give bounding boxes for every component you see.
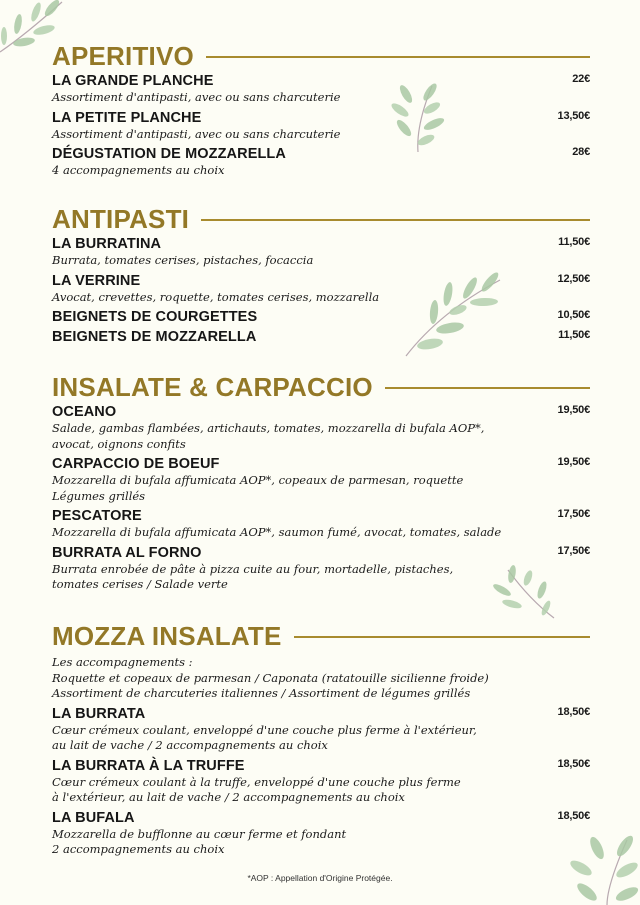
aop-footnote: *AOP : Appellation d'Origine Protégée.	[247, 873, 393, 883]
menu-item	[52, 272, 590, 306]
item-description: Assortiment d'antipasti, avec ou sans charcuterie	[52, 90, 341, 104]
item-name: LA BUFALA	[52, 809, 135, 826]
item-name: LA VERRINE	[52, 272, 141, 289]
item-price: 12,50€	[557, 272, 590, 285]
section-mozza-insalate	[52, 620, 590, 858]
item-description: à l'extérieur, au lait de vache / 2 accompagnements au choix	[52, 790, 405, 804]
menu-item	[52, 145, 590, 179]
section-header	[52, 371, 590, 403]
item-name: LA GRANDE PLANCHE	[52, 73, 214, 89]
section-antipasti	[52, 203, 590, 346]
divider-rule	[294, 636, 590, 638]
section-header	[52, 203, 590, 235]
menu-item	[52, 757, 590, 806]
item-name: BEIGNETS DE MOZZARELLA	[52, 329, 257, 345]
item-price: 18,50€	[557, 757, 590, 770]
item-description: Salade, gambas flambées, artichauts, tomates, mozzarella di bufala AOP*,	[52, 421, 485, 435]
item-description: avocat, oignons confits	[52, 436, 186, 451]
item-name: OCEANO	[52, 404, 117, 420]
item-description: Burrata enrobée de pâte à pizza cuite au four, mortadelle, pistaches,	[52, 561, 454, 576]
section-title: APERITIVO	[52, 41, 194, 71]
item-description: Mozzarella di bufala affumicata AOP*, copeaux de parmesan, roquette	[52, 473, 464, 487]
divider-rule	[385, 387, 590, 389]
section-aperitivo	[52, 40, 590, 179]
item-description: Cœur crémeux coulant, enveloppé d'une couche plus ferme à l'extérieur,	[52, 722, 477, 737]
item-price: 11,50€	[558, 329, 590, 341]
menu-item	[52, 705, 590, 754]
menu-item	[52, 328, 590, 346]
menu-item	[52, 809, 590, 858]
divider-rule	[206, 56, 590, 58]
item-price: 13,50€	[557, 109, 590, 122]
section-title: INSALATE & CARPACCIO	[52, 372, 373, 402]
item-description: 4 accompagnements au choix	[52, 163, 225, 177]
item-description: Cœur crémeux coulant à la truffe, enveloppé d'une couche plus ferme	[52, 774, 461, 789]
item-name: LA PETITE PLANCHE	[52, 109, 202, 126]
item-description: Avocat, crevettes, roquette, tomates cerises, mozzarella	[52, 289, 380, 304]
section-insalate-carpaccio	[52, 371, 590, 593]
section-title: ANTIPASTI	[52, 204, 190, 234]
item-description: au lait de vache / 2 accompagnements au choix	[52, 738, 328, 752]
intro-line: Assortiment de charcuteries italiennes / Assortiment de légumes grillés	[52, 686, 471, 700]
menu-item	[52, 72, 590, 106]
menu-item	[52, 308, 590, 326]
item-description: tomates cerises / Salade verte	[52, 577, 228, 591]
item-price: 19,50€	[557, 404, 590, 416]
divider-rule	[201, 219, 590, 221]
item-name: LA BURRATINA	[52, 236, 162, 252]
menu-item	[52, 544, 590, 593]
section-header	[52, 620, 590, 652]
item-price: 11,50€	[558, 236, 590, 248]
item-name: LA BURRATA	[52, 705, 146, 722]
item-name: BEIGNETS DE COURGETTES	[52, 309, 258, 325]
menu-item	[52, 403, 590, 452]
item-name: DÉGUSTATION DE MOZZARELLA	[52, 146, 286, 162]
menu-item	[52, 455, 590, 504]
item-price: 17,50€	[557, 508, 590, 520]
accompaniments-intro	[52, 655, 590, 702]
intro-line: Roquette et copeaux de parmesan / Caponata (ratatouille sicilienne froide)	[52, 670, 489, 685]
item-description: Mozzarella di bufala affumicata AOP*, saumon fumé, avocat, tomates, salade	[52, 525, 502, 539]
item-name: LA BURRATA À LA TRUFFE	[52, 757, 245, 774]
item-description: Mozzarella de bufflonne au cœur ferme et fondant	[52, 826, 347, 841]
item-description: Assortiment d'antipasti, avec ou sans charcuterie	[52, 126, 341, 141]
item-price: 28€	[572, 146, 590, 158]
menu-item	[52, 507, 590, 541]
item-price: 19,50€	[557, 456, 590, 468]
item-description: Burrata, tomates cerises, pistaches, focaccia	[52, 253, 314, 267]
menu-item	[52, 235, 590, 269]
item-price: 17,50€	[557, 544, 590, 557]
item-name: CARPACCIO DE BOEUF	[52, 456, 220, 472]
item-description: 2 accompagnements au choix	[52, 842, 225, 856]
intro-line: Les accompagnements :	[52, 655, 193, 669]
menu-item	[52, 109, 590, 143]
item-price: 10,50€	[557, 309, 590, 321]
item-price: 18,50€	[557, 809, 590, 822]
item-price: 22€	[572, 73, 590, 85]
item-description: Légumes grillés	[52, 488, 146, 503]
item-price: 18,50€	[557, 705, 590, 718]
section-header	[52, 40, 590, 72]
section-title: MOZZA INSALATE	[52, 621, 282, 651]
item-name: PESCATORE	[52, 508, 142, 524]
item-name: BURRATA AL FORNO	[52, 544, 202, 561]
